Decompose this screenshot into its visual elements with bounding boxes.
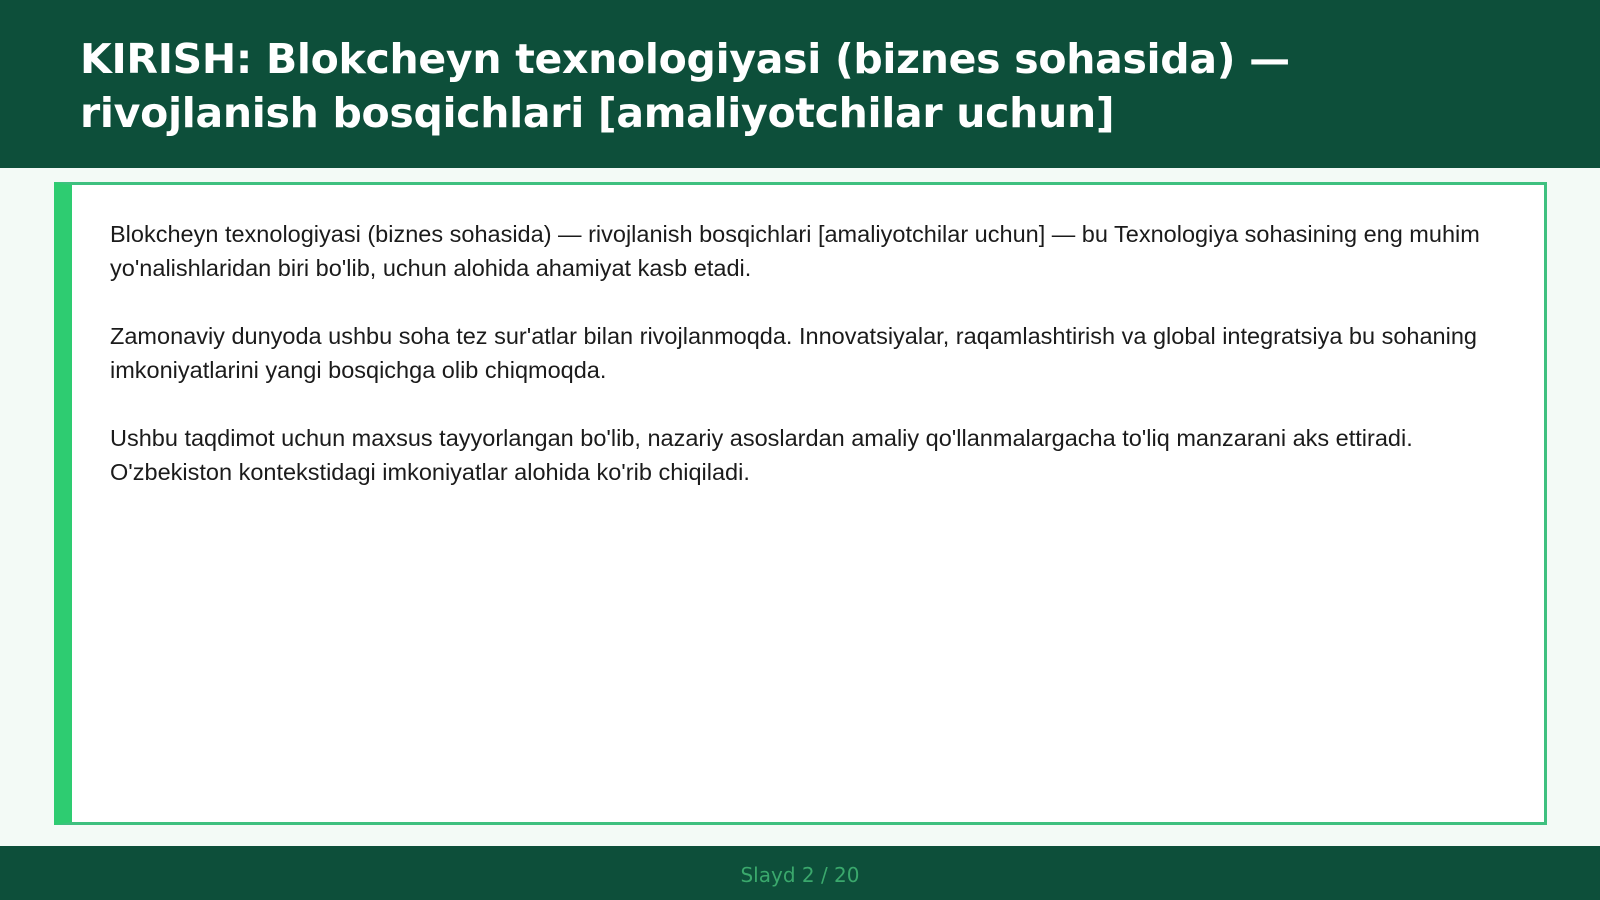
intro-paragraph-2: Zamonaviy dunyoda ushbu soha tez sur'atlar bilan rivojlanmoqda. Innovatsiyalar, raqamlashtirish va global integratsiya bu sohaning imkoniyatlarini yangi bosqichga olib chiqmoqda.	[110, 323, 1477, 383]
slide-counter: Slayd 2 / 20	[740, 863, 860, 887]
intro-paragraph-3: Ushbu taqdimot uchun maxsus tayyorlangan bo'lib, nazariy asoslardan amaliy qo'llanmalargacha to'liq manzarani aks ettiradi. O'zbekiston kontekstidagi imkoniyatlar alohida ko'rib chiqiladi.	[110, 425, 1413, 485]
intro-paragraph-1: Blokcheyn texnologiyasi (biznes sohasida) — rivojlanish bosqichlari [amaliyotchilar uchun] — bu Texnologiya sohasining eng muhim yo'nalishlaridan biri bo'lib, uchun alohida ahamiyat kasb etadi.	[110, 221, 1480, 281]
content-card	[54, 182, 1547, 825]
slide-header	[0, 0, 1600, 168]
slide-footer	[0, 846, 1600, 900]
slide-title: KIRISH: Blokcheyn texnologiyasi (biznes sohasida) — rivojlanish bosqichlari [amaliyotchilar uchun]	[80, 35, 1290, 137]
